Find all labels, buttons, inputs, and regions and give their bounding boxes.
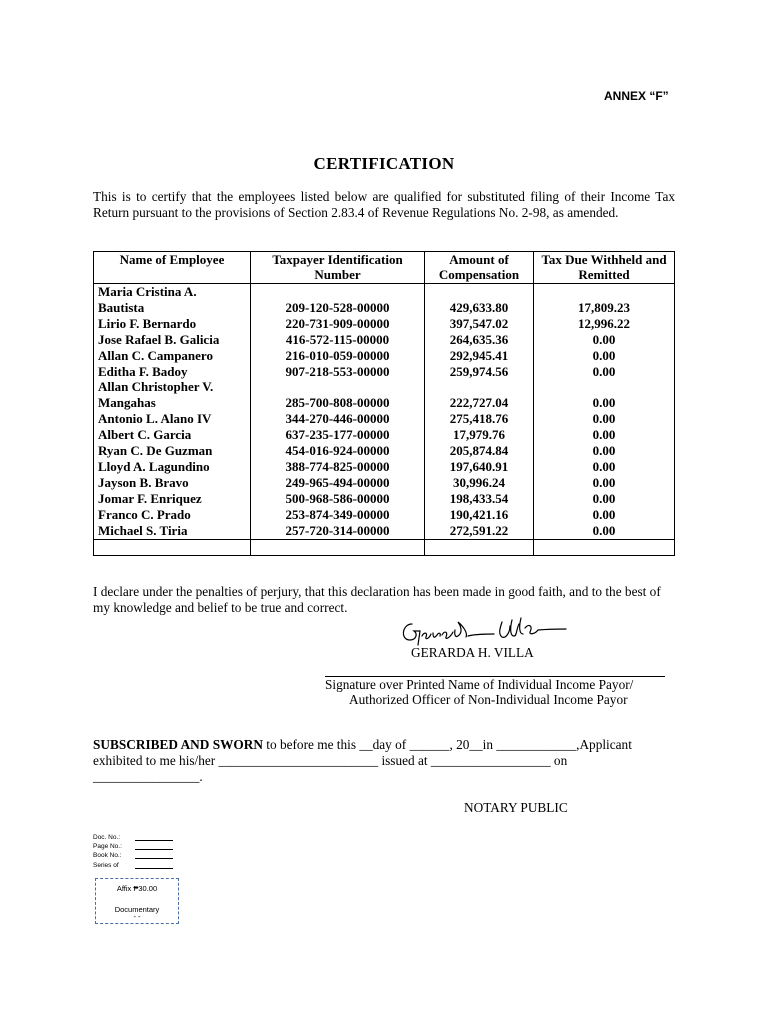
blank-cell <box>94 539 251 555</box>
employee-compensation: 205,874.84 <box>425 443 534 459</box>
documentary-stamp-box <box>95 878 179 924</box>
employee-compensation: 259,974.56 <box>425 364 534 380</box>
employee-tin: 388-774-825-00000 <box>251 459 425 475</box>
book-no-label: Book No.: <box>93 852 122 860</box>
employee-tax: 0.00 <box>534 507 675 523</box>
table-row <box>94 348 675 364</box>
stamp-line-2: Documentary <box>114 905 160 914</box>
employee-name: Albert C. Garcia <box>94 427 251 443</box>
employee-compensation: 222,727.04 <box>425 379 534 411</box>
employee-compensation: 275,418.76 <box>425 411 534 427</box>
employee-tax: 0.00 <box>534 332 675 348</box>
employee-tin: 344-270-446-00000 <box>251 411 425 427</box>
sworn-text: to before me this __day of ______, 20__in ____________,Applicant exhibited to me his/her ________________________ issued at __________________ on ________________. <box>93 737 632 784</box>
document-title: CERTIFICATION <box>313 154 455 173</box>
employee-tax: 0.00 <box>534 379 675 411</box>
employee-tax: 0.00 <box>534 475 675 491</box>
employee-tin: 637-235-177-00000 <box>251 427 425 443</box>
employee-name: Lloyd A. Lagundino <box>94 459 251 475</box>
employee-name: Editha F. Badoy <box>94 364 251 380</box>
doc-no-label: Doc. No.: <box>93 834 121 841</box>
blank-cell <box>534 539 675 555</box>
table-row-blank <box>94 539 675 555</box>
page-no-label: Page No.: <box>93 843 122 851</box>
employee-name: Allan C. Campanero <box>94 348 251 364</box>
employee-tin: 500-968-586-00000 <box>251 491 425 507</box>
employee-table <box>93 251 675 556</box>
employee-compensation: 17,979.76 <box>425 427 534 443</box>
employee-tax: 0.00 <box>534 411 675 427</box>
employee-tax: 17,809.23 <box>534 284 675 316</box>
employee-tin: 249-965-494-00000 <box>251 475 425 491</box>
employee-compensation: 197,640.91 <box>425 459 534 475</box>
series-of-blank <box>135 861 173 869</box>
intro-paragraph: This is to certify that the employees listed below are qualified for substituted filing of their Income Tax Return pursuant to the provisions of Section 2.83.4 of Revenue Regulations No. 2-98, as amended. <box>93 189 675 220</box>
employee-tin: 220-731-909-00000 <box>251 316 425 332</box>
employee-compensation: 264,635.36 <box>425 332 534 348</box>
employee-tax: 0.00 <box>534 491 675 507</box>
table-row <box>94 411 675 427</box>
employee-name: Michael S. Tiria <box>94 523 251 539</box>
employee-name: Ryan C. De Guzman <box>94 443 251 459</box>
signatory-name: GERARDA H. VILLA <box>411 645 534 660</box>
employee-tin: 416-572-115-00000 <box>251 332 425 348</box>
employee-tin: 907-218-553-00000 <box>251 364 425 380</box>
employee-tin: 285-700-808-00000 <box>251 379 425 411</box>
notary-public-label: NOTARY PUBLIC <box>464 800 568 815</box>
employee-name: Franco C. Prado <box>94 507 251 523</box>
header-compensation: Amount of Compensation <box>425 252 534 284</box>
employee-compensation: 198,433.54 <box>425 491 534 507</box>
employee-name: Antonio L. Alano IV <box>94 411 251 427</box>
signature-caption-1: Signature over Printed Name of Individual Income Payor/ <box>325 677 634 692</box>
header-name: Name of Employee <box>94 252 251 284</box>
employee-compensation: 30,996.24 <box>425 475 534 491</box>
table-row <box>94 443 675 459</box>
header-tax: Tax Due Withheld and Remitted <box>534 252 675 284</box>
table-row <box>94 427 675 443</box>
table-row <box>94 316 675 332</box>
employee-tax: 0.00 <box>534 523 675 539</box>
stamp-line-3: - - <box>133 912 141 921</box>
blank-cell <box>251 539 425 555</box>
employee-compensation: 429,633.80 <box>425 284 534 316</box>
doc-no-blank <box>135 833 173 841</box>
table-row <box>94 491 675 507</box>
table-row <box>94 284 675 316</box>
employee-name: Jose Rafael B. Galicia <box>94 332 251 348</box>
table-row <box>94 507 675 523</box>
table-row <box>94 379 675 411</box>
stamp-line-1: Affix ₱30.00 <box>116 884 158 893</box>
employee-compensation: 292,945.41 <box>425 348 534 364</box>
employee-name: Jayson B. Bravo <box>94 475 251 491</box>
annex-label: ANNEX “F” <box>604 89 669 103</box>
employee-tax: 0.00 <box>534 443 675 459</box>
employee-name: Allan Christopher V. Mangahas <box>94 379 251 411</box>
employee-tax: 0.00 <box>534 348 675 364</box>
table-row <box>94 523 675 539</box>
employee-tin: 253-874-349-00000 <box>251 507 425 523</box>
signature-caption-2: Authorized Officer of Non-Individual Income Payor <box>349 692 628 707</box>
employee-name: Maria Cristina A. Bautista <box>94 284 251 316</box>
table-row <box>94 332 675 348</box>
header-tin: Taxpayer Identification Number <box>251 252 425 284</box>
employee-tax: 0.00 <box>534 364 675 380</box>
table-row <box>94 459 675 475</box>
employee-tin: 454-016-924-00000 <box>251 443 425 459</box>
blank-cell <box>425 539 534 555</box>
employee-name: Lirio F. Bernardo <box>94 316 251 332</box>
doc-info-block <box>93 833 173 870</box>
employee-compensation: 272,591.22 <box>425 523 534 539</box>
employee-name: Jomar F. Enriquez <box>94 491 251 507</box>
employee-tax: 0.00 <box>534 459 675 475</box>
book-no-blank <box>135 851 173 859</box>
employee-compensation: 397,547.02 <box>425 316 534 332</box>
declaration-paragraph: I declare under the penalties of perjury, that this declaration has been made in good faith, and to the best of my knowledge and belief to be true and correct. <box>93 584 661 615</box>
employee-tin: 209-120-528-00000 <box>251 284 425 316</box>
sworn-lead: SUBSCRIBED AND SWORN <box>93 737 263 752</box>
employee-tax: 12,996.22 <box>534 316 675 332</box>
employee-tin: 257-720-314-00000 <box>251 523 425 539</box>
page-no-blank <box>135 842 173 850</box>
table-row <box>94 475 675 491</box>
sworn-paragraph <box>93 737 675 785</box>
table-row <box>94 364 675 380</box>
employee-compensation: 190,421.16 <box>425 507 534 523</box>
series-of-label: Series of <box>93 861 119 869</box>
employee-tax: 0.00 <box>534 427 675 443</box>
employee-tin: 216-010-059-00000 <box>251 348 425 364</box>
